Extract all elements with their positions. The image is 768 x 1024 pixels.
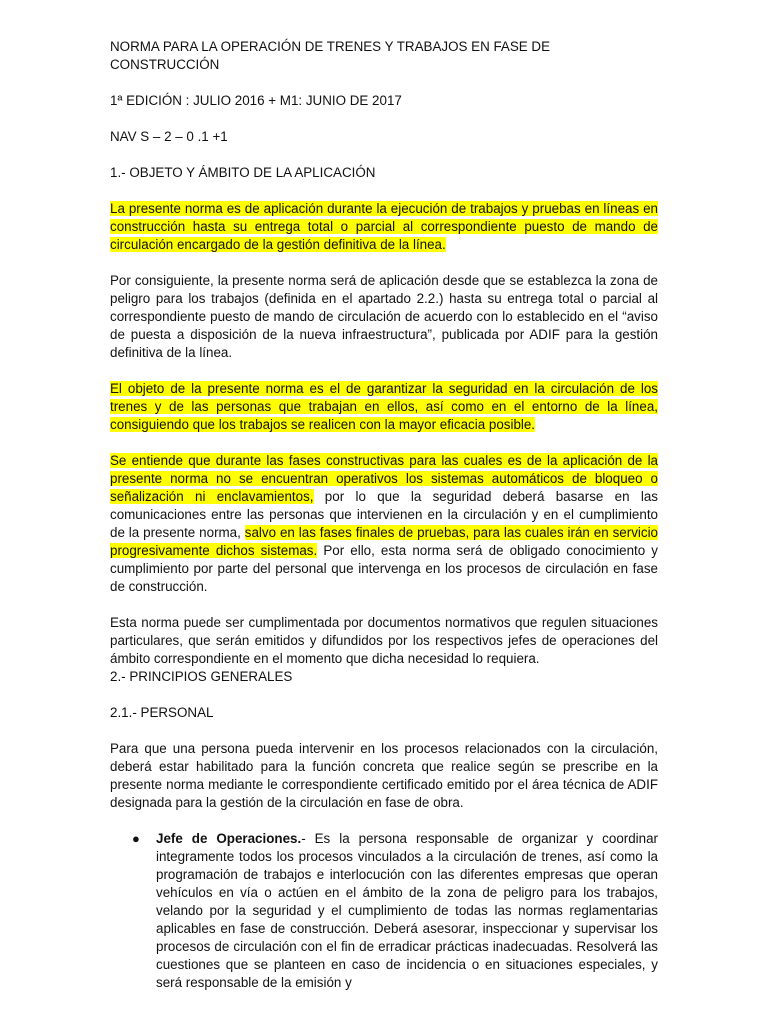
list-item <box>132 830 658 992</box>
text-p4-b: por lo que la seguridad deberá basarse en las comunicaciones entre las personas que intervienen en la circulación y en el cumplimiento de la presente norma, <box>110 489 658 540</box>
bullet-text: - Es la persona responsable de organizar y coordinar integramente todos los procesos vinculados a la circulación de trenes, así como la programación de trabajos e interlocución con las diferentes empresas que operan vehículos en vía o actúen en el ámbito de la zona de peligro para los trabajos, velando por la seguridad y el cumplimiento de todas las normas reglamentarias aplicables en fase de construcción. Deberá asesorar, inspeccionar y supervisar los procesos de circulación con el fin de erradicar prácticas inadecuadas. Resolverá las cuestiones que se planteen en caso de incidencia o en situaciones especiales, y será responsable de la emisión y <box>156 831 658 990</box>
document-code: NAV S – 2 – 0 .1 +1 <box>110 129 228 144</box>
section-2-heading: 2.- PRINCIPIOS GENERALES <box>110 669 293 684</box>
paragraph-3 <box>110 380 658 434</box>
role-list <box>110 830 658 992</box>
text-p4-d: Por ello, esta norma será de obligado conocimiento y cumplimiento por parte del personal que intervenga en los procesos de circulación en fase de construcción. <box>110 543 659 594</box>
paragraph-6: Para que una persona pueda intervenir en los procesos relacionados con la circulación, deberá estar habilitado para la función concreta que realice según se prescribe en la presente norma mediante le correspondiente certificado emitido por el área técnica de ADIF designada para la gestión de la circulación en fase de obra. <box>110 741 658 810</box>
paragraph-1 <box>110 200 658 254</box>
highlight-p3: El objeto de la presente norma es el de garantizar la seguridad en la circulación de los trenes y de las personas que trabajan en ellos, así como en el entorno de la línea, consiguiendo que los trabajos se realicen con la mayor eficacia posible. <box>110 381 658 432</box>
highlight-p4-a: Se entiende que durante las fases constructivas para las cuales es de la aplicación de la presente norma no se encuentran operativos los sistemas automáticos de bloqueo o señalización ni enclavamientos, <box>110 453 658 504</box>
highlight-p1: La presente norma es de aplicación durante la ejecución de trabajos y pruebas en líneas en construcción hasta su entrega total o parcial al correspondiente puesto de mando de circulación encargado de la gestión definitiva de la línea. <box>110 201 658 252</box>
paragraph-2: Por consiguiente, la presente norma será de aplicación desde que se establezca la zona de peligro para los trabajos (definida en el apartado 2.2.) hasta su entrega total o parcial al correspondiente puesto de mando de circulación de acuerdo con lo establecido en el “aviso de puesta a disposición de la nueva infraestructura”, publicada por ADIF para la gestión definitiva de la línea. <box>110 273 658 360</box>
paragraph-5: Esta norma puede ser cumplimentada por documentos normativos que regulen situaciones particulares, que serán emitidos y difundidos por los respectivos jefes de operaciones del ámbito correspondiente en el momento que dicha necesidad lo requiera. <box>110 615 658 666</box>
document-title: NORMA PARA LA OPERACIÓN DE TRENES Y TRABAJOS EN FASE DE CONSTRUCCIÓN <box>110 39 551 72</box>
bullet-icon: ● <box>132 831 140 846</box>
section-2-1-heading: 2.1.- PERSONAL <box>110 705 214 720</box>
edition-line: 1ª EDICIÓN : JULIO 2016 + M1: JUNIO DE 2017 <box>110 93 402 108</box>
paragraph-4 <box>110 452 658 596</box>
highlight-p4-c: salvo en las fases finales de pruebas, para las cuales irán en servicio progresivamente dichos sistemas. <box>110 525 658 558</box>
bullet-term: Jefe de Operaciones. <box>156 831 302 846</box>
section-1-heading: 1.- OBJETO Y ÁMBITO DE LA APLICACIÓN <box>110 165 376 180</box>
